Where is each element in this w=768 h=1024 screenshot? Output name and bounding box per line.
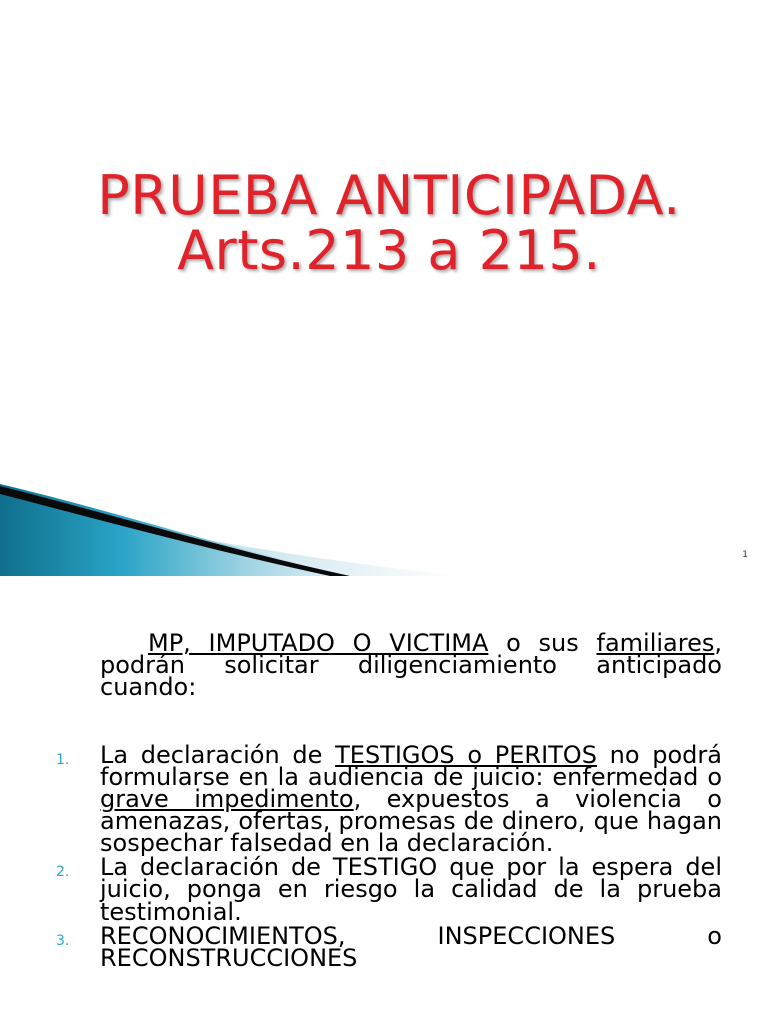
list-number: 3.	[56, 932, 70, 949]
list-item	[0, 853, 768, 926]
decorative-swoosh	[0, 480, 768, 576]
conditions-list	[0, 741, 768, 972]
title-line-1: PRUEBA ANTICIPADA.	[97, 164, 681, 227]
slide-title	[0, 164, 768, 283]
list-item-text: RECONOCIMIENTOS, INSPECCIONES o RECONSTRUCCIONES	[100, 921, 722, 972]
list-number: 1.	[56, 752, 70, 768]
title-line-2: Arts.213 a 215.	[177, 219, 601, 283]
list-item	[0, 921, 768, 972]
list-item-text: La declaración de TESTIGOS o PERITOS no podrá formularse en la audiencia de juicio: enfermedad o grave impedimento, expuestos a violencia o amenazas, ofertas, promesas de dinero, que hagan sospechar falsedad en la declaración.	[100, 741, 722, 858]
list-item-text: La declaración de TESTIGO que por la espera del juicio, ponga en riesgo la calidad de la prueba testimonial.	[100, 853, 722, 926]
intro-paragraph: MP, IMPUTADO O VICTIMA o sus familiares, podrán solicitar diligenciamiento anticipado cuando:	[100, 629, 722, 702]
list-item	[0, 741, 768, 858]
intro-parties: MP, IMPUTADO O VICTIMA	[148, 629, 489, 657]
grave-impediment: grave impedimento	[100, 785, 354, 814]
intro-family: familiares	[596, 629, 715, 657]
list-number: 2.	[56, 864, 70, 881]
content-slide	[0, 576, 768, 1024]
witnesses-experts: TESTIGOS o PERITOS	[335, 741, 597, 769]
page-number: 1	[742, 550, 748, 560]
